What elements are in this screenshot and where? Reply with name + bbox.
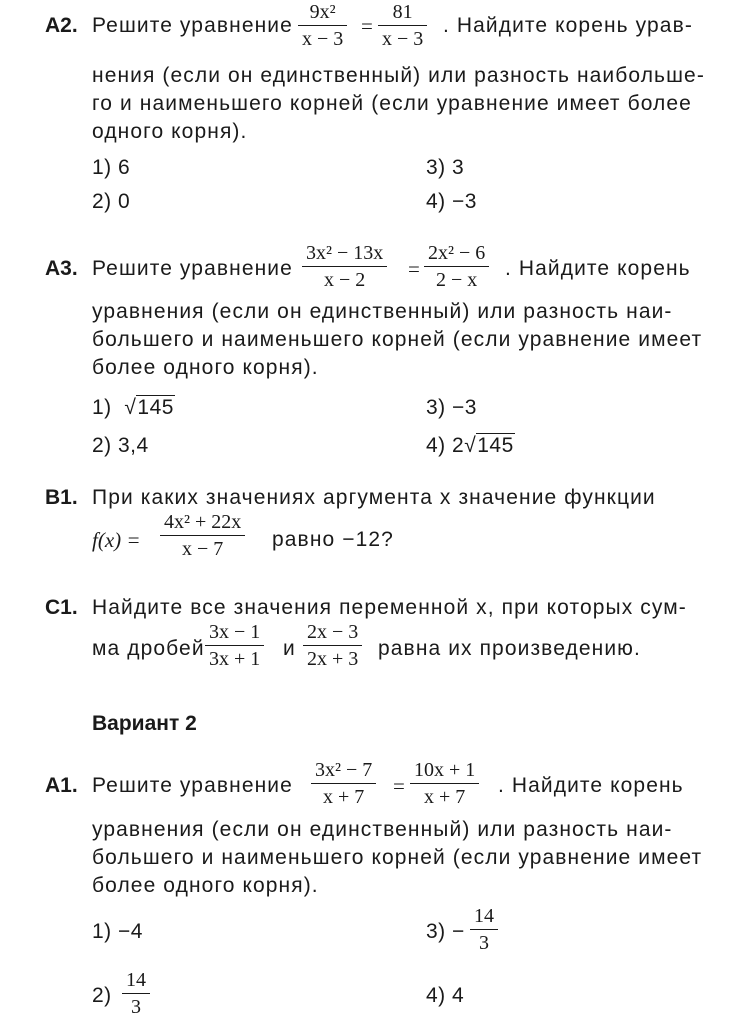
problem-text-line: го и наименьшего корней (если уравнение имеет более xyxy=(92,92,692,115)
answer-option xyxy=(92,396,175,420)
answer-option-prefix: 3) − xyxy=(426,920,465,943)
problem-tag: A2. xyxy=(45,14,78,37)
problem-lead: Решите уравнение xyxy=(92,257,293,280)
answer-fraction xyxy=(470,906,498,953)
equals-sign: = xyxy=(393,774,405,798)
answer-option xyxy=(426,434,515,458)
problem-tail: равна их произведению. xyxy=(378,637,641,660)
problem-text-line: При каких значениях аргумента x значение функции xyxy=(92,486,656,509)
problem-text-line: одного корня). xyxy=(92,120,248,143)
problem-tail: равно −12? xyxy=(272,528,394,551)
answer-prefix: 4) 2 xyxy=(426,434,465,457)
problem-text-line: уравнения (если он единственный) или разность наи- xyxy=(92,300,673,323)
problem-tag: A1. xyxy=(45,774,78,797)
equals-sign: = xyxy=(361,14,373,38)
numerator: 14 xyxy=(474,905,494,927)
problem-tag: C1. xyxy=(45,596,78,619)
denominator: 3 xyxy=(479,932,489,954)
fraction-first xyxy=(205,622,264,669)
numerator: 3x² − 13x xyxy=(306,242,384,264)
problem-text-line: Найдите все значения переменной x, при которых сум- xyxy=(92,596,687,619)
answer-option: 2) 3,4 xyxy=(92,434,149,457)
numerator: 2x − 3 xyxy=(307,621,359,643)
sqrt-radicand: 145 xyxy=(137,396,174,419)
fraction-second xyxy=(303,622,362,669)
problem-tail: . Найдите корень xyxy=(498,774,684,797)
problem-lead: Решите уравнение xyxy=(92,774,293,797)
denominator: 2 − x xyxy=(436,269,478,291)
problem-lead: ма дробей xyxy=(92,637,205,660)
answer-option: 4) 4 xyxy=(426,984,465,1007)
denominator: x − 3 xyxy=(382,28,424,50)
answer-option: 2) 0 xyxy=(92,190,131,213)
conjunction: и xyxy=(283,637,296,660)
problem-text-line: большего и наименьшего корней (если уравнение имеет xyxy=(92,846,703,869)
problem-lead: Решите уравнение xyxy=(92,14,293,37)
denominator: 2x + 3 xyxy=(307,648,359,670)
numerator: 9x² xyxy=(309,1,336,23)
denominator: x − 7 xyxy=(182,538,224,560)
fraction-lhs xyxy=(302,243,387,290)
denominator: x + 7 xyxy=(323,786,365,808)
answer-prefix: 1) xyxy=(92,396,112,419)
answer-fraction xyxy=(122,970,150,1017)
answer-option: 1) −4 xyxy=(92,920,143,943)
denominator: x − 3 xyxy=(302,28,344,50)
fraction-lhs xyxy=(311,760,376,807)
equals-sign: = xyxy=(408,257,420,281)
numerator: 2x² − 6 xyxy=(428,242,486,264)
problem-tag: B1. xyxy=(45,486,78,509)
numerator: 81 xyxy=(392,1,413,23)
numerator: 3x − 1 xyxy=(209,621,261,643)
fraction-lhs xyxy=(298,2,347,49)
problem-tag: A3. xyxy=(45,257,78,280)
denominator: 3x + 1 xyxy=(209,648,261,670)
fraction-rhs xyxy=(410,760,479,807)
answer-option: 3) 3 xyxy=(426,156,465,179)
problem-tail: . Найдите корень урав- xyxy=(443,14,693,37)
denominator: x + 7 xyxy=(424,786,466,808)
problem-text-line: большего и наименьшего корней (если уравнение имеет xyxy=(92,328,703,351)
numerator: 10x + 1 xyxy=(414,759,476,781)
problem-tail: . Найдите корень xyxy=(505,257,691,280)
sqrt-sign-icon: √ xyxy=(118,396,137,419)
problem-text-line: уравнения (если он единственный) или разность наи- xyxy=(92,818,673,841)
answer-option: 3) −3 xyxy=(426,396,477,419)
denominator: x − 2 xyxy=(324,269,366,291)
sqrt-sign-icon: √ xyxy=(464,434,477,457)
numerator: 4x² + 22x xyxy=(164,511,242,533)
variant-heading: Вариант 2 xyxy=(92,712,197,735)
fraction-rhs xyxy=(424,243,489,290)
numerator: 14 xyxy=(126,969,146,991)
numerator: 3x² − 7 xyxy=(315,759,373,781)
answer-option: 4) −3 xyxy=(426,190,477,213)
answer-option-prefix: 2) xyxy=(92,984,112,1007)
answer-option: 1) 6 xyxy=(92,156,131,179)
fraction-rhs xyxy=(378,2,427,49)
function-label: f(x) = xyxy=(92,528,141,552)
problem-text-line: более одного корня). xyxy=(92,356,319,379)
sqrt-radicand: 145 xyxy=(477,434,514,457)
function-fraction xyxy=(160,512,245,559)
problem-text-line: более одного корня). xyxy=(92,874,319,897)
denominator: 3 xyxy=(131,996,141,1018)
problem-text-line: нения (если он единственный) или разность наибольше- xyxy=(92,64,705,87)
